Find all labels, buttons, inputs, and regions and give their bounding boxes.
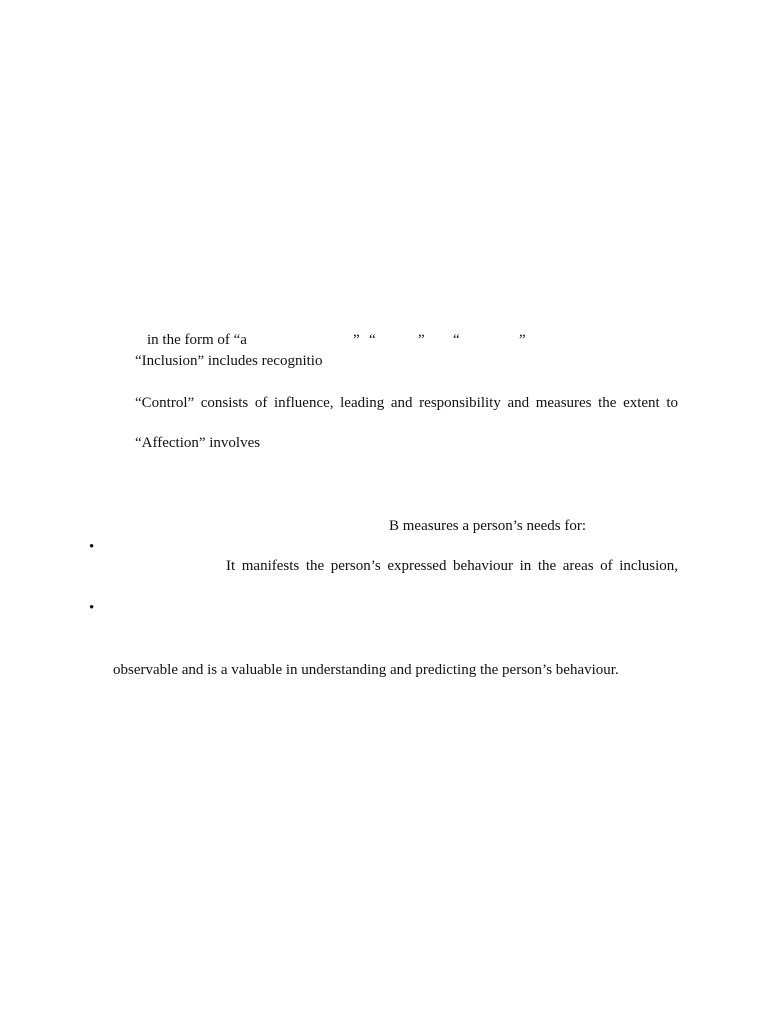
bullet-1: • — [89, 539, 95, 555]
closing-quote-2: ” — [418, 332, 425, 348]
form-line-prefix: in the form of “a — [147, 332, 247, 348]
affection-paragraph: “Affection” involves — [135, 435, 261, 451]
control-paragraph: “Control” consists of influence, leading and responsibility and measures the extent to — [135, 395, 678, 411]
closing-quote-3: ” — [519, 332, 526, 348]
observable-line: observable and is a valuable in understanding and predicting the person’s behaviour. — [113, 662, 619, 678]
bullet-2: • — [89, 600, 95, 616]
measures-line: B measures a person’s needs for: — [389, 518, 587, 534]
opening-quote-2: “ — [369, 332, 376, 348]
inclusion-paragraph: “Inclusion” includes recognitio — [135, 353, 323, 369]
closing-quote-1: ” — [353, 332, 360, 348]
manifests-line: It manifests the person’s expressed behaviour in the areas of inclusion, — [226, 558, 678, 574]
opening-quote-3: “ — [453, 332, 460, 348]
